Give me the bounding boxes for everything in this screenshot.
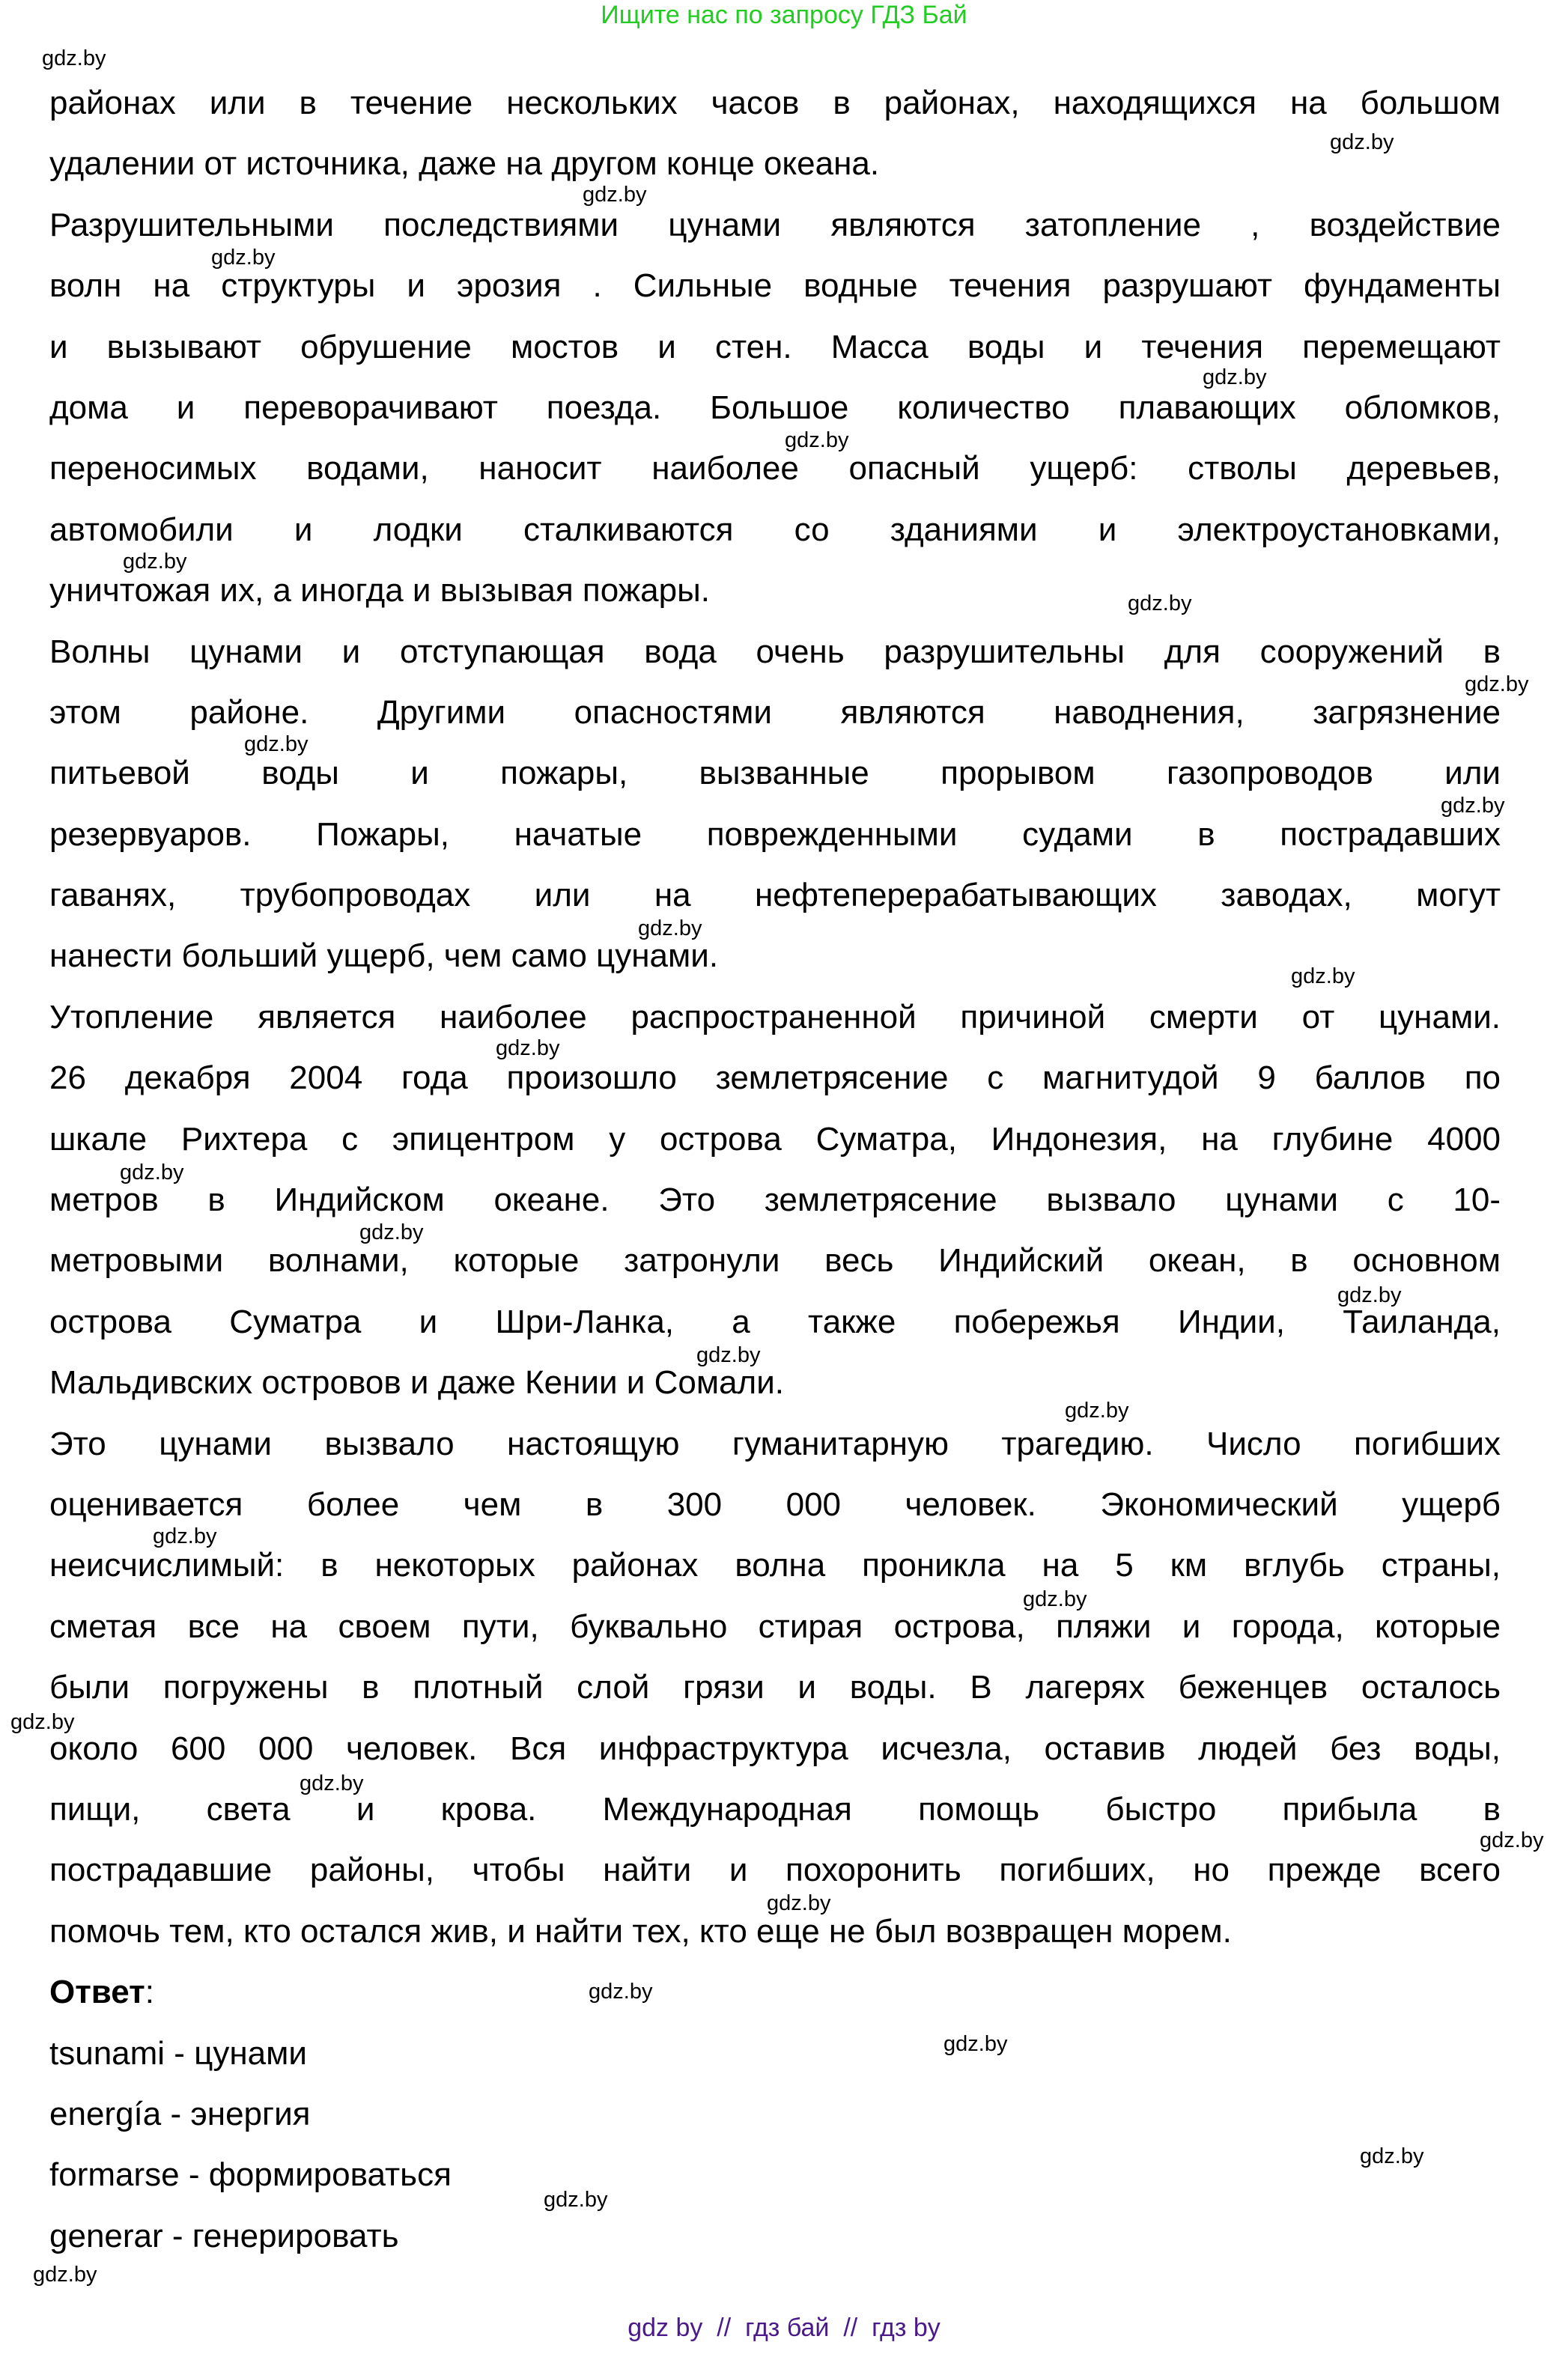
- text-line: неисчислимый: в некоторых районах волна проникла на 5 км вглубь страны,: [49, 1547, 1501, 1584]
- text-line: Мальдивских островов и даже Кении и Сомали.: [49, 1364, 785, 1402]
- watermark-text: gdz.by: [1465, 672, 1529, 696]
- answer-colon: :: [145, 1974, 154, 2011]
- text-line: были погружены в плотный слой грязи и воды. В лагерях беженцев осталось: [49, 1669, 1501, 1706]
- watermark-text: gdz.by: [1330, 130, 1394, 154]
- answer-heading: [49, 1962, 1501, 2022]
- watermark-text: gdz.by: [767, 1891, 831, 1915]
- text-line: 26 декабря 2004 года произошло землетрясение с магнитудой 9 баллов по: [49, 1059, 1501, 1097]
- watermark-text: gdz.by: [1203, 365, 1267, 389]
- search-banner: Ищите нас по запросу ГДЗ Бай: [601, 1, 967, 29]
- watermark-text: gdz.by: [42, 46, 106, 70]
- watermark-text: gdz.by: [1128, 591, 1192, 615]
- watermark-text: gdz.by: [33, 2263, 97, 2287]
- watermark-text: gdz.by: [1291, 964, 1355, 988]
- watermark-text: gdz.by: [120, 1161, 184, 1184]
- text-line: автомобили и лодки сталкиваются со зданиями и электроустановками,: [49, 511, 1501, 548]
- text-line: оценивается более чем в 300 000 человек. Экономический ущерб: [49, 1485, 1501, 1523]
- footer-links[interactable]: gdz by // гдз бай // гдз by: [627, 2314, 941, 2342]
- text-line: Это цунами вызвало настоящую гуманитарную трагедию. Число погибших: [49, 1425, 1501, 1462]
- text-line: переносимых водами, наносит наиболее опасный ущерб: стволы деревьев,: [49, 450, 1501, 487]
- text-line: Разрушительными последствиями цунами являются затопление , воздействие: [49, 206, 1501, 243]
- watermark-text: gdz.by: [583, 183, 647, 207]
- text-line: метровыми волнами, которые затронули весь Индийский океан, в основном: [49, 1242, 1501, 1280]
- watermark-text: gdz.by: [300, 1771, 364, 1795]
- watermark-text: gdz.by: [10, 1710, 75, 1734]
- text-line: удалении от источника, даже на другом конце океана.: [49, 145, 880, 183]
- watermark-text: gdz.by: [544, 2188, 608, 2212]
- watermark-text: gdz.by: [123, 550, 187, 574]
- watermark-text: gdz.by: [153, 1524, 217, 1548]
- text-line: пищи, света и крова. Международная помощь быстро прибыла в: [49, 1790, 1501, 1828]
- text-line: сметая все на своем пути, буквально стирая острова, пляжи и города, которые: [49, 1608, 1501, 1645]
- text-line: районах или в течение нескольких часов в районах, находящихся на большом: [49, 85, 1501, 121]
- watermark-text: gdz.by: [1337, 1283, 1402, 1307]
- text-line: дома и переворачивают поезда. Большое количество плавающих обломков,: [49, 389, 1501, 426]
- text-line: пострадавшие районы, чтобы найти и похоронить погибших, но прежде всего: [49, 1852, 1501, 1889]
- text-line: гаванях, трубопроводах или на нефтеперерабатывающих заводах, могут: [49, 877, 1501, 914]
- watermark-text: gdz.by: [638, 916, 702, 940]
- text-line: нанести больший ущерб, чем само цунами.: [49, 937, 719, 975]
- text-line: около 600 000 человек. Вся инфраструктура исчезла, оставив людей без воды,: [49, 1730, 1501, 1767]
- answer-item: generar - генерировать: [49, 2217, 399, 2254]
- text-line: шкале Рихтера с эпицентром у острова Суматра, Индонезия, на глубине 4000: [49, 1120, 1501, 1158]
- text-line: резервуаров. Пожары, начатые поврежденными судами в пострадавших: [49, 815, 1501, 853]
- watermark-text: gdz.by: [785, 428, 849, 452]
- answer-item: energía - энергия: [49, 2095, 311, 2132]
- text-line: помочь тем, кто остался жив, и найти тех, кто еще не был возвращен морем.: [49, 1912, 1232, 1950]
- watermark-text: gdz.by: [359, 1220, 424, 1244]
- text-line: питьевой воды и пожары, вызванные прорывом газопроводов или: [49, 755, 1501, 792]
- text-line: метров в Индийском океане. Это землетрясение вызвало цунами с 10-: [49, 1181, 1501, 1219]
- watermark-text: gdz.by: [696, 1343, 761, 1367]
- watermark-text: gdz.by: [1065, 1399, 1129, 1423]
- answer-item: tsunami - цунами: [49, 2034, 307, 2072]
- text-line: уничтожая их, а иногда и вызывая пожары.: [49, 572, 710, 609]
- watermark-text: gdz.by: [244, 732, 309, 756]
- text-line: этом районе. Другими опасностями являются наводнения, загрязнение: [49, 693, 1501, 731]
- watermark-text: gdz.by: [589, 1980, 653, 2004]
- answer-label: Ответ: [49, 1974, 145, 2011]
- watermark-text: gdz.by: [211, 246, 276, 270]
- watermark-text: gdz.by: [1023, 1587, 1087, 1611]
- text-line: Волны цунами и отступающая вода очень разрушительны для сооружений в: [49, 633, 1501, 670]
- answer-item: formarse - формироваться: [49, 2156, 452, 2194]
- document-body: [49, 73, 1501, 2266]
- watermark-text: gdz.by: [496, 1036, 560, 1060]
- text-line: волн на структуры и эрозия . Сильные водные течения разрушают фундаменты: [49, 267, 1501, 305]
- text-line: Утопление является наиболее распространенной причиной смерти от цунами.: [49, 998, 1501, 1035]
- watermark-text: gdz.by: [943, 2032, 1008, 2056]
- text-line: острова Суматра и Шри-Ланка, а также побережья Индии, Таиланда,: [49, 1303, 1501, 1340]
- text-line: и вызывают обрушение мостов и стен. Масса воды и течения перемещают: [49, 328, 1501, 365]
- watermark-text: gdz.by: [1360, 2144, 1424, 2168]
- watermark-text: gdz.by: [1480, 1828, 1544, 1852]
- watermark-text: gdz.by: [1441, 794, 1505, 818]
